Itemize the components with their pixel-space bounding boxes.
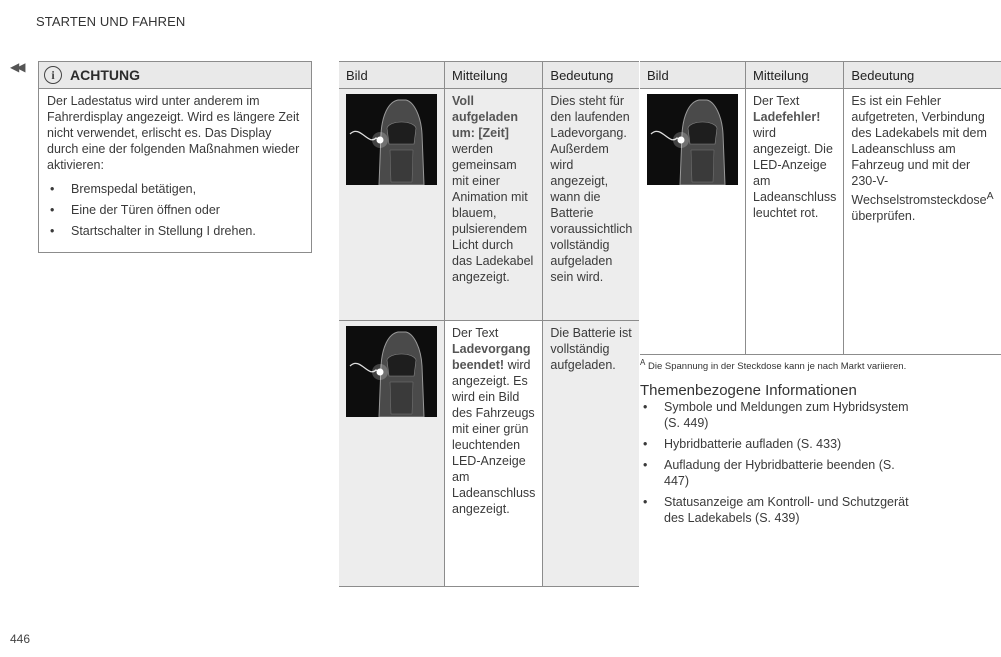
related-title: Themenbezogene Informationen [640,382,857,399]
list-item: • Eine der Türen öffnen oder [47,202,303,218]
table-row [640,89,1001,355]
message-cell: Der Text Ladefehler! wird angezeigt. Die LED-Anzeige am Ladeanschluss leuchtet rot. [746,89,844,355]
meaning-cell: Die Batterie ist vollständig aufgeladen. [543,321,639,587]
message-cell: Voll aufgeladen um: [Zeit] werden gemeinsam mit einer Animation mit blauem, pulsierendem Licht durch das Ladekabel angezeigt. [445,89,543,321]
table-row [339,89,639,321]
warning-box [38,61,312,253]
section-header: STARTEN UND FAHREN [36,14,186,29]
warning-title: ACHTUNG [70,67,140,83]
warning-text: Der Ladestatus wird unter anderem im Fahrerdisplay angezeigt. Wird es längere Zeit nicht verwendet, erlischt es. Das Display durch eine der folgenden Maßnahmen wieder aktivieren: [47,94,300,172]
column-header: Mitteilung [445,62,543,89]
message-cell: Der Text Ladevorgang beendet! wird angezeigt. Es wird ein Bild des Fahrzeugs mit einer grün leuchtenden LED-Anzeige am Ladeanschluss angezeigt. [445,321,543,587]
car-charging-image [346,94,437,185]
status-table-1 [339,61,639,587]
image-cell [640,89,746,355]
image-cell [339,89,445,321]
column-header: Bedeutung [543,62,639,89]
status-table-2 [640,61,1001,355]
footnote: $^A$ Die Spannung in der Steckdose kann je nach Markt variieren. [640,358,907,373]
image-cell [339,321,445,587]
related-list [640,399,920,531]
column-header: Bild [339,62,445,89]
meaning-cell: Dies steht für den laufenden Ladevorgang. Außerdem wird angezeigt, wann die Batterie voraussichtlich vollständig aufgeladen sein wird. [543,89,639,321]
related-link[interactable]: • Symbole und Meldungen zum Hybridsystem (S. 449) [640,399,920,431]
related-link[interactable]: • Statusanzeige am Kontroll- und Schutzgerät des Ladekabels (S. 439) [640,494,920,526]
info-icon: i [44,66,62,84]
page-number: 446 [10,632,31,646]
related-link[interactable]: • Hybridbatterie aufladen (S. 433) [640,436,920,452]
meaning-cell: Es ist ein Fehler aufgetreten, Verbindung des Ladekabels mit dem Ladeanschluss am Fahrzeug und mit der 230-V-Wechselstromsteckdose$^A$ überprüfen. [844,89,1001,355]
column-header: Mitteilung [746,62,844,89]
column-header: Bedeutung [844,62,1001,89]
list-item: • Bremspedal betätigen, [47,181,303,197]
car-charging-image [346,326,437,417]
related-link[interactable]: • Aufladung der Hybridbatterie beenden (S. 447) [640,457,920,489]
warning-list [47,181,303,239]
list-item: • Startschalter in Stellung I drehen. [47,223,303,239]
double-left-arrow-icon[interactable]: ◀◀ [10,60,23,74]
column-header: Bild [640,62,746,89]
table-row [339,321,639,587]
warning-header [39,62,311,89]
car-charging-image [647,94,738,185]
